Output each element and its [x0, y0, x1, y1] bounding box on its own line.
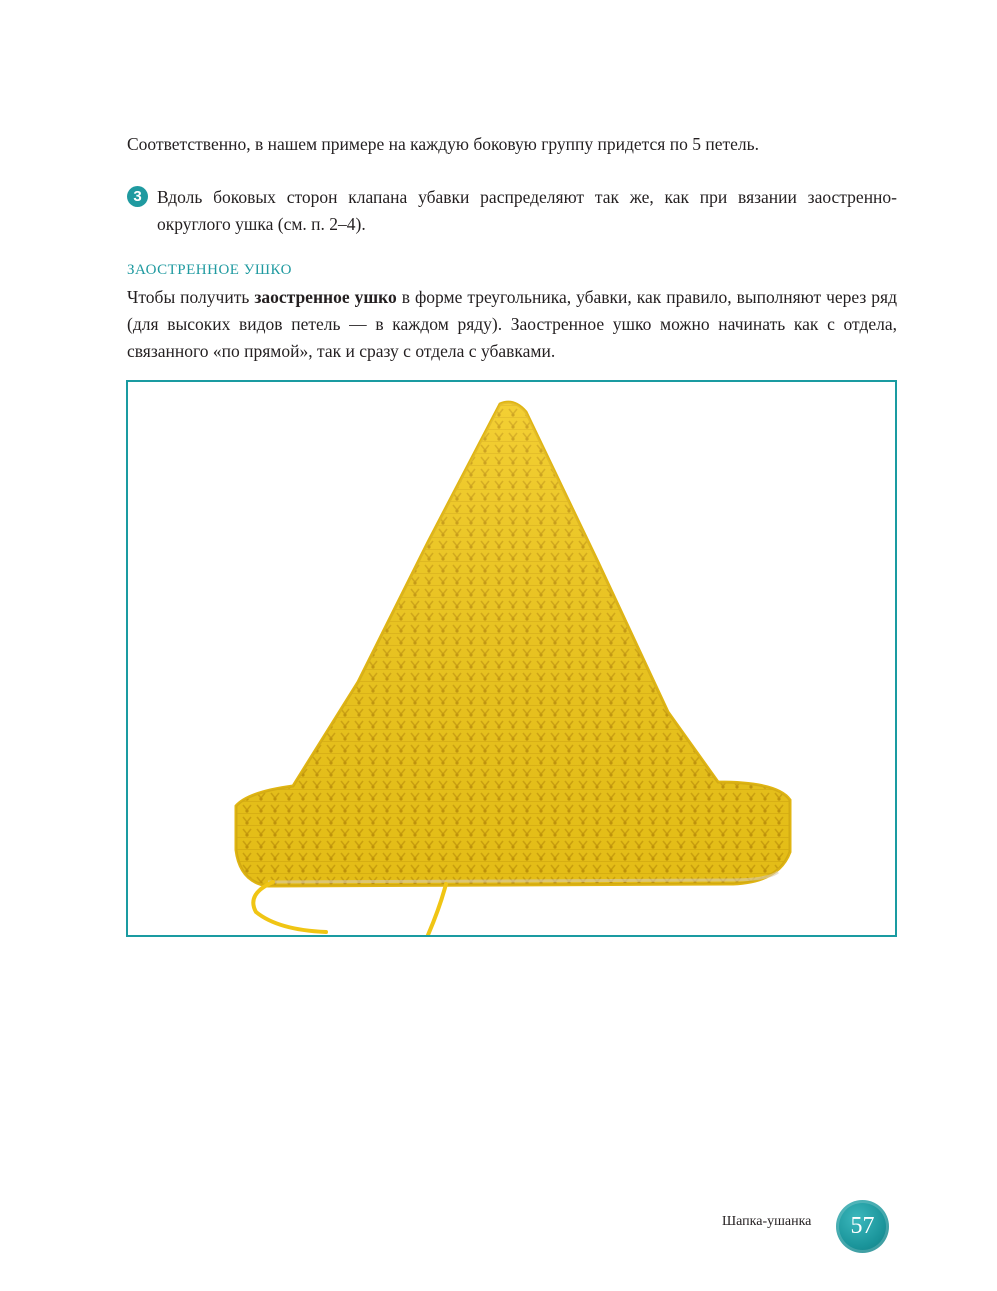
body-paragraph: Соответственно, в нашем примере на каждую боковую группу придется по 5 петель.	[127, 134, 759, 154]
page-number-badge: 57	[836, 1200, 889, 1253]
yarn-tail-right	[428, 884, 446, 935]
crochet-triangle-illustration	[128, 382, 895, 935]
step-3-text: Вдоль боковых сторон клапана убавки распределяют так же, как при вязании заостренно-округлого ушка (см. п. 2–4).	[157, 187, 897, 234]
crochet-photo-frame	[126, 380, 897, 937]
section-intro-paragraph	[127, 284, 897, 365]
intro-text-end: в форме треугольника, убавки, как правило, выполняют через ряд (для высоких видов петель — в каждом ряду). Заостренное ушко можно начинать как с отдела, связанного «по прямой», так и сразу с отдела с убавками.	[127, 287, 897, 361]
step-number-badge: 3	[127, 186, 148, 207]
yarn-tail-left	[253, 882, 326, 932]
step-3	[127, 184, 897, 238]
section-heading: ЗАОСТРЕННОЕ УШКО	[127, 262, 292, 278]
intro-text-start: Чтобы получить	[127, 287, 255, 307]
intro-bold-term: заостренное ушко	[254, 287, 397, 307]
running-title: Шапка-ушанка	[722, 1214, 812, 1229]
